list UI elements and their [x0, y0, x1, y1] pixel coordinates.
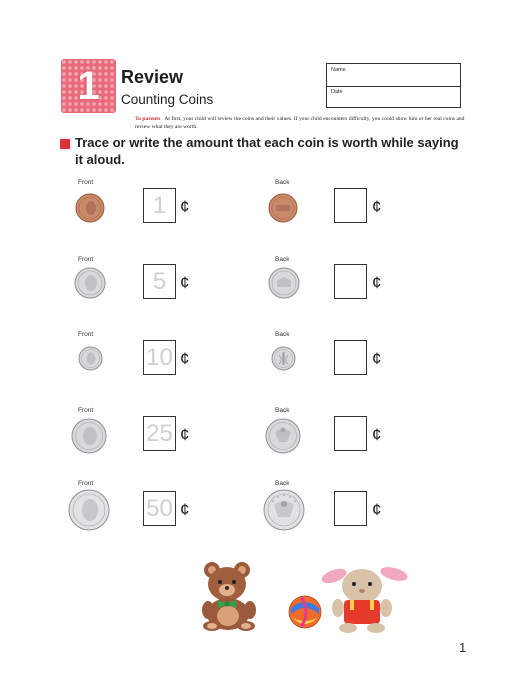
- page-number: 1: [459, 640, 467, 655]
- cent-symbol: ¢: [180, 425, 190, 444]
- name-date-box: [326, 63, 461, 108]
- front-label: Front: [78, 331, 94, 338]
- answer-box-quarter[interactable]: [334, 416, 367, 451]
- back-label: Back: [275, 407, 290, 414]
- cent-symbol: ¢: [180, 197, 190, 216]
- cent-symbol: ¢: [372, 500, 382, 519]
- parents-note-text: At first, your child will review the coins and their values. If your child encounters difficulty, you could show him or her real coins and review what they are worth.: [135, 116, 465, 130]
- parents-note-label: To parents: [135, 116, 161, 122]
- penny-back-icon: [268, 193, 298, 223]
- bunny-icon: [320, 562, 410, 634]
- ball-icon: [287, 594, 323, 630]
- dime-back-icon: [271, 346, 296, 371]
- half-dollar-back-icon: [263, 489, 305, 531]
- answer-box-nickel[interactable]: [334, 264, 367, 299]
- name-label: Name: [331, 67, 346, 73]
- teddy-bear-icon: [198, 560, 270, 632]
- cent-symbol: ¢: [372, 273, 382, 292]
- answer-box-penny[interactable]: [334, 188, 367, 223]
- parents-note: [135, 115, 465, 131]
- penny-front-icon: [75, 193, 105, 223]
- lesson-number: 1: [77, 64, 100, 108]
- instruction-text: Trace or write the amount that each coin is worth while saying it aloud.: [75, 135, 459, 167]
- page-title: Review: [121, 67, 184, 87]
- front-label: Front: [78, 179, 94, 186]
- cent-symbol: ¢: [372, 349, 382, 368]
- answer-box-half-dollar[interactable]: [334, 491, 367, 526]
- cent-symbol: ¢: [180, 349, 190, 368]
- back-label: Back: [275, 179, 290, 186]
- nickel-front-icon: [74, 267, 106, 299]
- date-label: Date: [331, 89, 343, 95]
- trace-box-nickel[interactable]: 5: [143, 264, 176, 299]
- cent-symbol: ¢: [372, 197, 382, 216]
- answer-box-dime[interactable]: [334, 340, 367, 375]
- cent-symbol: ¢: [180, 500, 190, 519]
- quarter-back-icon: [265, 418, 301, 454]
- cent-symbol: ¢: [180, 273, 190, 292]
- trace-box-dime[interactable]: 10: [143, 340, 176, 375]
- trace-box-half-dollar[interactable]: 50: [143, 491, 176, 526]
- front-label: Front: [78, 256, 94, 263]
- lesson-badge: [61, 59, 116, 113]
- back-label: Back: [275, 480, 290, 487]
- page-subtitle: Counting Coins: [121, 92, 214, 107]
- front-label: Front: [78, 407, 94, 414]
- back-label: Back: [275, 256, 290, 263]
- trace-box-penny[interactable]: 1: [143, 188, 176, 223]
- instruction-marker-icon: [60, 139, 70, 149]
- name-date-divider: [327, 86, 460, 87]
- trace-box-quarter[interactable]: 25: [143, 416, 176, 451]
- quarter-front-icon: [71, 418, 107, 454]
- cent-symbol: ¢: [372, 425, 382, 444]
- half-dollar-front-icon: [68, 489, 110, 531]
- dime-front-icon: [78, 346, 103, 371]
- back-label: Back: [275, 331, 290, 338]
- nickel-back-icon: [268, 267, 300, 299]
- front-label: Front: [78, 480, 94, 487]
